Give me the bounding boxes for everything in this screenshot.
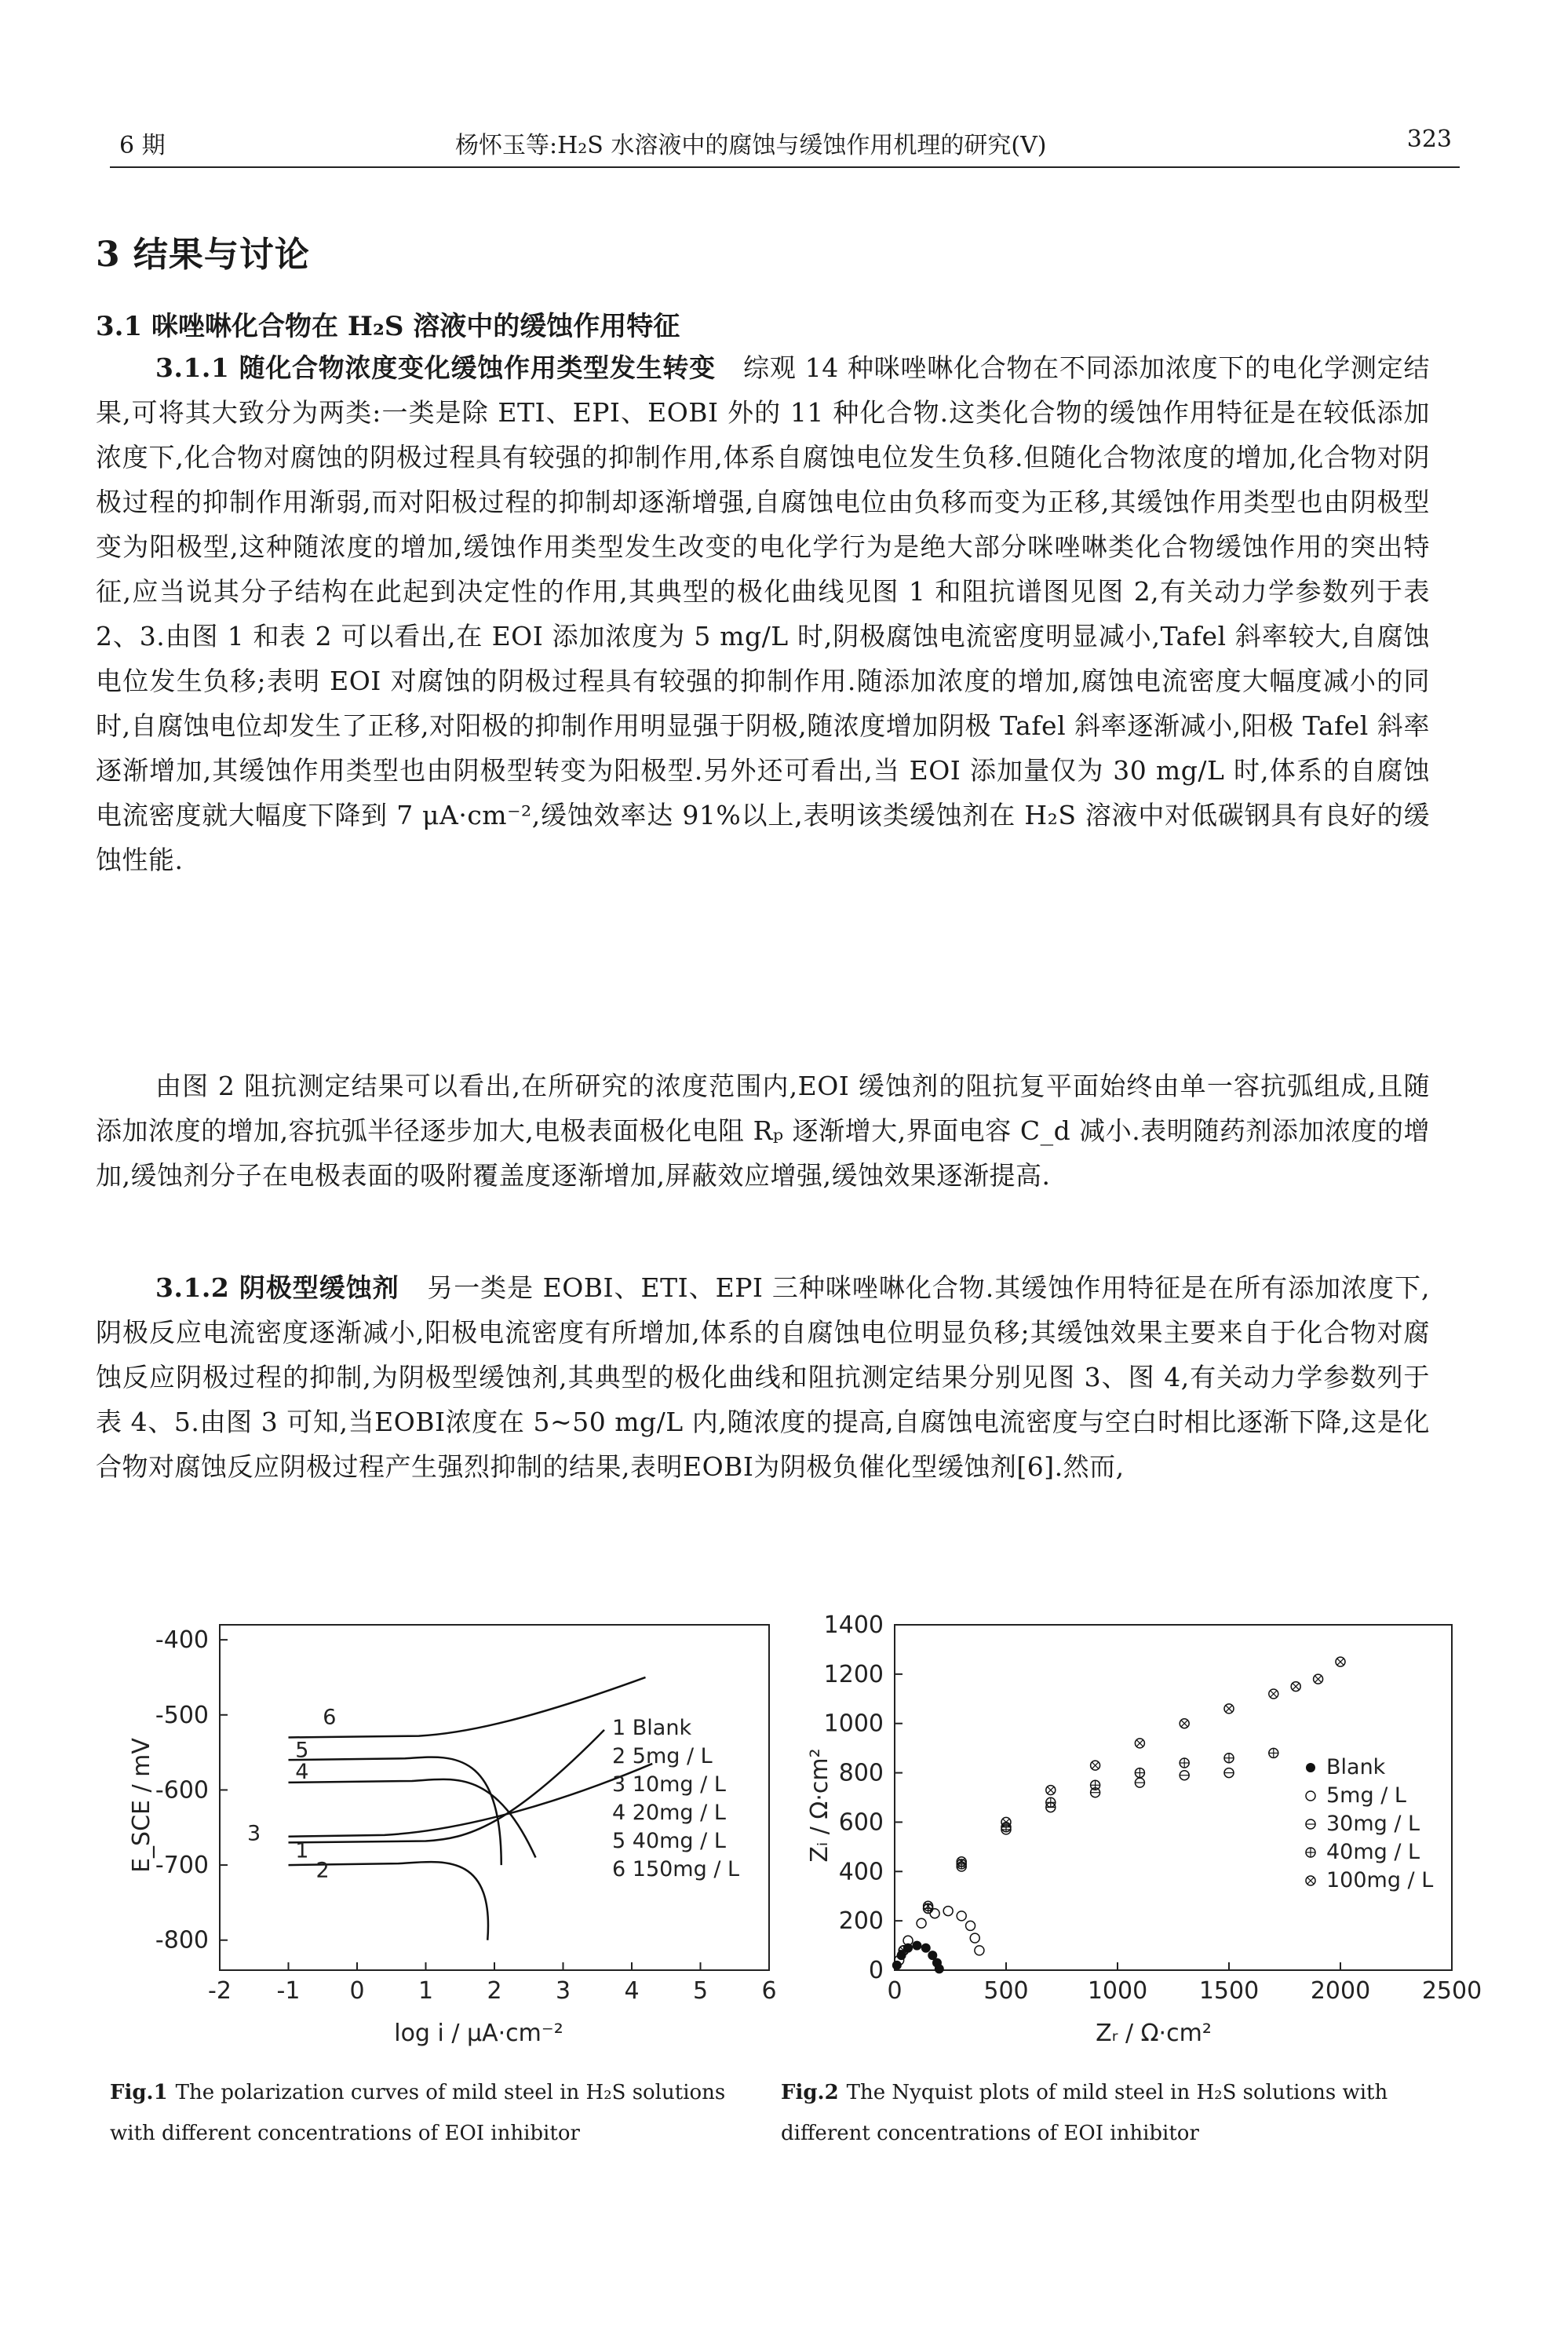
x-tick-label: 6 <box>761 1977 777 2005</box>
curve-1 <box>289 1730 605 1842</box>
x-tick-label: 500 <box>983 1977 1029 2005</box>
y-tick-label: 1400 <box>823 1611 884 1639</box>
point-100mg <box>1306 1876 1315 1885</box>
point-100mg <box>1180 1719 1189 1728</box>
curve-3 <box>289 1764 653 1837</box>
point-100mg <box>1269 1689 1278 1699</box>
figure-1-caption-text: The polarization curves of mild steel in H₂S solutions with different concentrations of EOI inhibitor <box>110 2081 726 2145</box>
point-100mg <box>1135 1739 1144 1748</box>
point-30mg <box>1135 1778 1144 1787</box>
legend-entry: Blank <box>1326 1755 1386 1779</box>
x-tick-label: 0 <box>887 1977 903 2005</box>
point-5mg <box>1306 1791 1315 1801</box>
x-tick-label: 1000 <box>1087 1977 1148 2005</box>
point-100mg <box>1336 1657 1345 1666</box>
point-blank <box>1306 1763 1315 1772</box>
y-tick-label: 200 <box>838 1907 884 1936</box>
curve-5 <box>289 1757 501 1865</box>
x-tick-label: -1 <box>276 1977 301 2005</box>
x-tick-label: 2 <box>487 1977 502 2005</box>
paragraph-2-text: 由图 2 阻抗测定结果可以看出,在所研究的浓度范围内,EOI 缓蚀剂的阻抗复平面始终由单一容抗弧组成,且随添加浓度的增加,容抗弧半径逐步加大,电极表面极化电阻 Rₚ 逐渐增大,界面电容 C_d 减小.表明随药剂添加浓度的增加,缓蚀剂分子在电极表面的吸附覆盖度逐渐增加,屏蔽效应增强,缓蚀效果逐渐提高. <box>96 1071 1430 1191</box>
curve-label-4: 4 <box>295 1760 309 1785</box>
y-tick-label: 1200 <box>823 1660 884 1688</box>
x-tick-label: 2500 <box>1421 1977 1482 2005</box>
legend-entry: 3 10mg / L <box>612 1772 726 1797</box>
paragraph-3-text: 另一类是 EOBI、ETI、EPI 三种咪唑啉化合物.其缓蚀作用特征是在所有添加浓度下,阴极反应电流密度逐渐减小,阳极电流密度有所增加,体系的自腐蚀电位明显负移;其缓蚀效果主要来自于化合物对腐蚀反应阴极过程的抑制,为阴极型缓蚀剂,其典型的极化曲线和阻抗测定结果分别见图 3、图 4,有关动力学参数列于表 4、5.由图 3 可知,当EOBI浓度在 5~50 mg/L 内,随浓度的提高,自腐蚀电流密度与空白时相比逐渐下降,这是化合物对腐蚀反应阴极过程产生强烈抑制的结果,表明EOBI为阴极负催化型缓蚀剂[6].然而, <box>96 1272 1430 1482</box>
polarization-chart <box>110 1609 785 2064</box>
point-40mg <box>957 1859 966 1869</box>
legend-entry: 1 Blank <box>612 1716 692 1740</box>
legend-entry: 6 150mg / L <box>612 1857 740 1881</box>
figure-2 <box>808 1609 1499 2064</box>
point-100mg <box>1224 1704 1234 1713</box>
y-axis-label: E_SCE / mV <box>128 1738 155 1873</box>
point-5mg <box>966 1921 975 1930</box>
point-blank <box>912 1941 921 1951</box>
figure-1-label: Fig.1 <box>110 2081 168 2104</box>
point-blank <box>935 1964 944 1973</box>
y-tick-label: -800 <box>155 1926 209 1954</box>
curve-label-1: 1 <box>295 1838 309 1863</box>
x-tick-label: 4 <box>624 1977 640 2005</box>
legend-entry: 40mg / L <box>1326 1840 1420 1864</box>
x-axis-label: log i / μA·cm⁻² <box>394 2020 563 2047</box>
header-rule <box>110 166 1460 168</box>
figure-2-label: Fig.2 <box>781 2081 839 2104</box>
issue-number: 6 期 <box>119 132 166 159</box>
legend-entry: 100mg / L <box>1326 1868 1434 1892</box>
y-tick-label: -500 <box>155 1701 209 1729</box>
section-heading: 3 结果与讨论 <box>96 235 310 275</box>
point-40mg <box>1091 1780 1100 1790</box>
curve-label-2: 2 <box>315 1858 330 1883</box>
nyquist-chart <box>808 1609 1499 2064</box>
y-tick-label: 800 <box>838 1759 884 1787</box>
point-30mg <box>1180 1771 1189 1780</box>
point-5mg <box>943 1907 953 1916</box>
legend-entry: 5 40mg / L <box>612 1829 726 1853</box>
point-40mg <box>1135 1768 1144 1778</box>
point-5mg <box>970 1933 979 1943</box>
running-title: 杨怀玉等:H₂S 水溶液中的腐蚀与缓蚀作用机理的研究(Ⅴ) <box>455 132 1047 159</box>
x-axis-label: Zᵣ / Ω·cm² <box>1096 2020 1212 2047</box>
point-30mg <box>1306 1819 1315 1829</box>
point-5mg <box>930 1909 939 1918</box>
point-100mg <box>1314 1674 1323 1684</box>
y-tick-label: -400 <box>155 1626 209 1655</box>
point-100mg <box>1046 1786 1056 1795</box>
curve-label-3: 3 <box>247 1821 261 1846</box>
curve-label-5: 5 <box>295 1738 309 1763</box>
y-tick-label: -600 <box>155 1776 209 1805</box>
point-40mg <box>1180 1758 1189 1768</box>
curve-6 <box>289 1677 646 1738</box>
y-tick-label: -700 <box>155 1852 209 1880</box>
x-tick-label: 2000 <box>1310 1977 1371 2005</box>
x-tick-label: 0 <box>349 1977 365 2005</box>
paragraph-1-heading: 3.1.1 随化合物浓度变化缓蚀作用类型发生转变 <box>155 352 716 383</box>
point-40mg <box>1224 1754 1234 1763</box>
point-5mg <box>917 1918 926 1928</box>
legend-entry: 5mg / L <box>1326 1783 1406 1808</box>
y-tick-label: 600 <box>838 1808 884 1837</box>
paragraph-3-heading: 3.1.2 阴极型缓蚀剂 <box>155 1272 399 1303</box>
x-tick-label: 1 <box>418 1977 434 2005</box>
point-40mg <box>924 1903 933 1913</box>
figure-2-caption-text: The Nyquist plots of mild steel in H₂S solutions with different concentrations of EOI inhibitor <box>781 2081 1388 2145</box>
figure-2-caption <box>781 2072 1471 2154</box>
x-tick-label: -2 <box>208 1977 232 2005</box>
paragraph-3 <box>96 1265 1430 1489</box>
legend-entry: 4 20mg / L <box>612 1801 726 1825</box>
y-tick-label: 1000 <box>823 1710 884 1738</box>
y-axis-label: Zᵢ / Ω·cm² <box>808 1748 833 1863</box>
curve-label-6: 6 <box>323 1705 337 1730</box>
point-5mg <box>957 1911 966 1921</box>
point-blank <box>921 1943 931 1953</box>
point-40mg <box>1306 1848 1315 1857</box>
paragraph-1-text: 综观 14 种咪唑啉化合物在不同添加浓度下的电化学测定结果,可将其大致分为两类:一类是除 ETI、EPI、EOBI 外的 11 种化合物.这类化合物的缓蚀作用特征是在较低添加浓度下,化合物对腐蚀的阴极过程具有较强的抑制作用,体系自腐蚀电位发生负移.但随化合物浓度的增加,化合物对阴极过程的抑制作用渐弱,而对阳极过程的抑制却逐渐增强,自腐蚀电位由负移而变为正移,其缓蚀作用类型也由阴极型变为阳极型,这种随浓度的增加,缓蚀作用类型发生改变的电化学行为是绝大部分咪唑啉类化合物缓蚀作用的突出特征,应当说其分子结构在此起到决定性的作用,其典型的极化曲线见图 1 和阻抗谱图见图 2,有关动力学参数列于表 2、3.由图 1 和表 2 可以看出,在 EOI 添加浓度为 5 mg/L 时,阴极腐蚀电流密度明显减小,Tafel 斜率较大,自腐蚀电位发生负移;表明 EOI 对腐蚀的阴极过程具有较强的抑制作用.随添加浓度的增加,腐蚀电流密度大幅度减小的同时,自腐蚀电位却发生了正移,对阳极的抑制作用明显强于阴极,随浓度增加阴极 Tafel 斜率逐渐减小,阳极 Tafel 斜率逐渐增加,其缓蚀作用类型也由阴极型转变为阳极型.另外还可看出,当 EOI 添加量仅为 30 mg/L 时,体系的自腐蚀电流密度就大幅度下降到 7 μA·cm⁻²,缓蚀效率达 91%以上,表明该类缓蚀剂在 H₂S 溶液中对低碳钢具有良好的缓蚀性能. <box>96 352 1430 875</box>
legend-entry: 2 5mg / L <box>612 1744 713 1768</box>
running-header <box>110 118 1460 162</box>
subsection-heading: 3.1 咪唑啉化合物在 H₂S 溶液中的缓蚀作用特征 <box>96 311 680 342</box>
x-tick-label: 3 <box>555 1977 571 2005</box>
point-100mg <box>1091 1761 1100 1770</box>
page-number: 323 <box>1406 126 1452 153</box>
y-tick-label: 0 <box>868 1957 884 1984</box>
point-40mg <box>1046 1797 1056 1807</box>
legend-entry: 30mg / L <box>1326 1812 1420 1836</box>
point-100mg <box>1291 1682 1300 1692</box>
x-tick-label: 1500 <box>1198 1977 1260 2005</box>
x-tick-label: 5 <box>692 1977 709 2005</box>
paragraph-1 <box>96 345 1430 882</box>
figure-1 <box>110 1609 785 2064</box>
paragraph-2 <box>96 1064 1430 1198</box>
point-40mg <box>1269 1748 1278 1757</box>
point-5mg <box>975 1946 984 1955</box>
y-tick-label: 400 <box>838 1858 884 1886</box>
point-30mg <box>1224 1768 1234 1778</box>
figure-1-caption <box>110 2072 761 2154</box>
